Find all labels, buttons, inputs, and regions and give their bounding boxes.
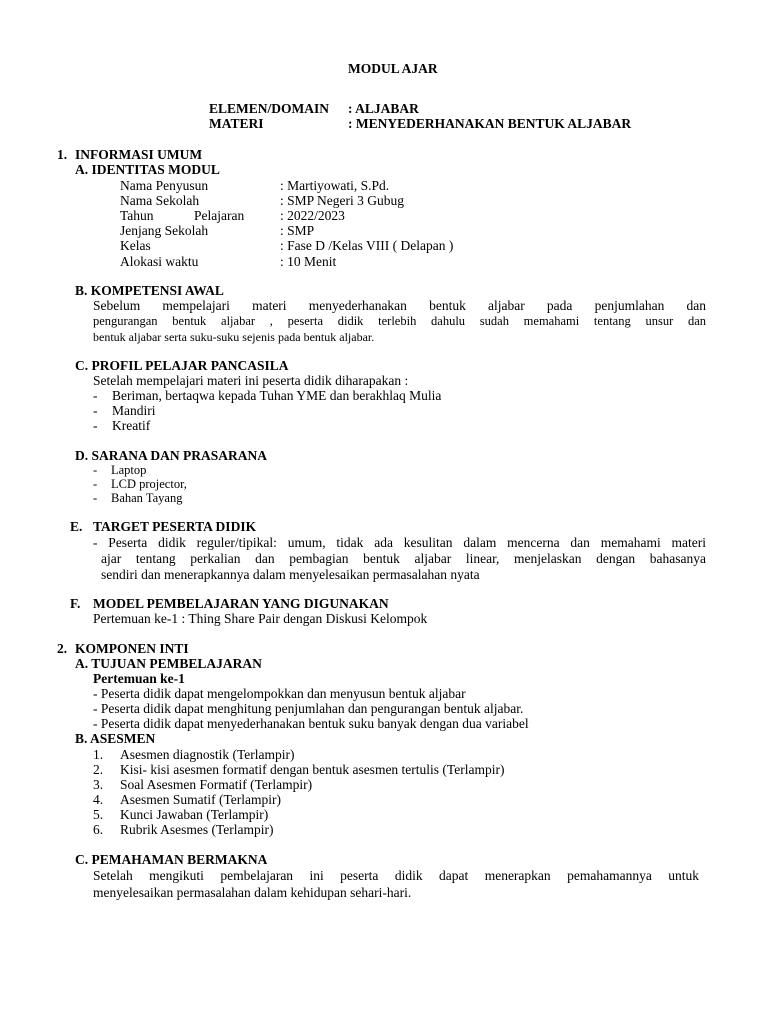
identitas-label: Nama Sekolah [120,193,200,208]
section-1-number: 1. [57,147,68,162]
target-line: ajar tentang perkalian dan pembagian bentuk aljabar linear, menjelaskan dengan bahasanya [101,551,706,566]
asesmen-item: Asesmen Sumatif (Terlampir) [120,792,282,807]
profil-heading: C. PROFIL PELAJAR PANCASILA [75,358,289,373]
asesmen-heading: B. ASESMEN [75,731,156,746]
bullet-dash: - [93,388,98,403]
asesmen-number: 3. [93,777,104,792]
bullet-dash: - [93,463,98,477]
target-line: sendiri dan menerapkannya dalam menyelesaikan permasalahan nyata [101,567,480,582]
materi-value: : MENYEDERHANAKAN BENTUK ALJABAR [348,116,632,131]
asesmen-item: Soal Asesmen Formatif (Terlampir) [120,777,313,792]
section-2-title: KOMPONEN INTI [75,641,189,656]
tujuan-subheading: Pertemuan ke-1 [93,671,185,686]
identitas-label: Nama Penyusun [120,178,209,193]
pemahaman-line: menyelesaikan permasalahan dalam kehidupan sehari-hari. [93,885,412,900]
asesmen-number: 2. [93,762,104,777]
identitas-label: Jenjang Sekolah [120,223,209,238]
sarana-item: Laptop [111,463,147,477]
tujuan-heading: A. TUJUAN PEMBELAJARAN [75,656,262,671]
identitas-value: : SMP Negeri 3 Gubug [280,193,404,208]
bullet-dash: - [93,403,98,418]
identitas-heading: A. IDENTITAS MODUL [75,162,220,177]
model-text: Pertemuan ke-1 : Thing Share Pair dengan Diskusi Kelompok [93,611,428,626]
target-line: - Peserta didik reguler/tipikal: umum, tidak ada kesulitan dalam mencerna dan memahami materi [93,535,706,550]
sarana-item: Bahan Tayang [111,491,183,505]
identitas-label: Kelas [120,238,151,253]
section-1-title: INFORMASI UMUM [75,147,203,162]
pemahaman-line: Setelah mengikuti pembelajaran ini peserta didik dapat menerapkan pemahamannya untuk [93,868,699,883]
bullet-dash: - [93,477,98,491]
identitas-label: Pelajaran [194,208,245,223]
elemen-value: : ALJABAR [348,101,419,116]
identitas-value: : Fase D /Kelas VIII ( Delapan ) [280,238,454,253]
identitas-label: Alokasi waktu [120,254,199,269]
doc-title: MODUL AJAR [348,61,438,76]
pemahaman-heading: C. PEMAHAMAN BERMAKNA [75,852,268,867]
asesmen-item: Asesmen diagnostik (Terlampir) [120,747,295,762]
asesmen-number: 6. [93,822,104,837]
tujuan-item: - Peserta didik dapat menyederhanakan bentuk suku banyak dengan dua variabel [93,716,529,731]
bullet-dash: - [93,418,98,433]
model-heading: MODEL PEMBELAJARAN YANG DIGUNAKAN [93,596,389,611]
identitas-value: : 10 Menit [280,254,337,269]
identitas-value: : Martiyowati, S.Pd. [280,178,390,193]
model-letter: F. [70,596,81,611]
profil-item: Beriman, bertaqwa kepada Tuhan YME dan berakhlaq Mulia [112,388,442,403]
identitas-value: : SMP [280,223,315,238]
kompetensi-line: bentuk aljabar serta suku-suku sejenis pada bentuk aljabar. [93,330,375,344]
tujuan-item: - Peserta didik dapat mengelompokkan dan menyusun bentuk aljabar [93,686,466,701]
kompetensi-heading: B. KOMPETENSI AWAL [75,283,224,298]
sarana-heading: D. SARANA DAN PRASARANA [75,448,268,463]
target-heading: TARGET PESERTA DIDIK [93,519,257,534]
kompetensi-line: Sebelum mempelajari materi menyederhanakan bentuk aljabar pada penjumlahan dan [93,298,706,313]
profil-item: Mandiri [112,403,156,418]
asesmen-number: 5. [93,807,104,822]
profil-item: Kreatif [112,418,151,433]
kompetensi-line: pengurangan bentuk aljabar , peserta didik terlebih dahulu sudah memahami tentang unsur dan [93,314,706,328]
sarana-item: LCD projector, [111,477,187,491]
asesmen-item: Rubrik Asesmes (Terlampir) [120,822,274,837]
target-letter: E. [70,519,83,534]
asesmen-number: 4. [93,792,104,807]
asesmen-item: Kunci Jawaban (Terlampir) [120,807,269,822]
tujuan-item: - Peserta didik dapat menghitung penjumlahan dan pengurangan bentuk aljabar. [93,701,524,716]
identitas-label: Tahun [120,208,154,223]
bullet-dash: - [93,491,98,505]
asesmen-item: Kisi- kisi asesmen formatif dengan bentuk asesmen tertulis (Terlampir) [120,762,505,777]
section-2-number: 2. [57,641,68,656]
identitas-value: : 2022/2023 [280,208,345,223]
elemen-label: ELEMEN/DOMAIN [209,101,330,116]
materi-label: MATERI [209,116,264,131]
profil-intro: Setelah mempelajari materi ini peserta didik diharapakan : [93,373,409,388]
asesmen-number: 1. [93,747,104,762]
